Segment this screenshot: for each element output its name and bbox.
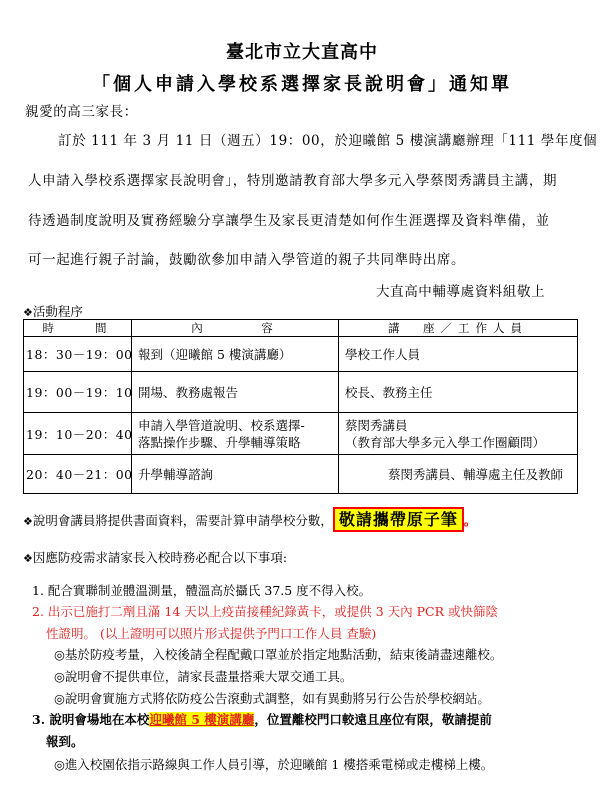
program-table (23, 319, 578, 494)
table-row (24, 413, 578, 455)
rule-item-3-post: ，位置離校門口較遠且座位有限，敬請提前 (254, 712, 492, 727)
row-content: 升學輔導諮詢 (132, 455, 339, 494)
letter-line-2: 人申請入學校系選擇家長說明會」，特別邀請教育部大學多元入學蔡閔秀講員主講，期 (28, 173, 558, 189)
bring-pen-highlight: 敬請攜帶原子筆 (333, 507, 464, 532)
row-content: 報到（迎曦館 5 樓演講廳） (132, 337, 339, 372)
letter-line-4: 可一起進行親子討論，鼓勵欲參加申請入學管道的親子共同準時出席。 (28, 252, 466, 268)
row-time: 20：40－21：00 (24, 455, 132, 494)
row-staff: 學校工作人員 (339, 337, 578, 372)
rule-sub-note: ◎說明會不提供車位，請家長盡量搭乘大眾交通工具。 (54, 669, 353, 684)
epidemic-heading (23, 548, 287, 566)
rule-item-3-line-2: 報到。 (46, 734, 84, 749)
greeting: 親愛的高三家長： (25, 104, 138, 120)
row-time: 19：00－19：10 (24, 372, 132, 413)
table-row (24, 455, 578, 494)
row-content: 開場、教務處報告 (132, 372, 339, 413)
row-time: 19：10－20：40 (24, 413, 132, 455)
program-heading (23, 302, 83, 320)
diamond-bullet-icon: ❖ (23, 552, 33, 565)
signature: 大直高中輔導處資料組敬上 (376, 284, 546, 300)
materials-note-end: 。 (463, 513, 477, 528)
rule-sub-note: ◎基於防疫考量，入校後請全程配戴口罩並於指定地點活動，結束後請盡速離校。 (54, 647, 503, 662)
row-time: 18：30－19：00 (24, 337, 132, 372)
row-content (132, 413, 339, 455)
rule-item-3-line-1 (32, 710, 492, 728)
rule-sub-note: ◎說明會實施方式將依防疫公告滾動式調整，如有異動將另行公告於學校網站。 (54, 691, 490, 706)
letter-line-3: 待透過制度說明及實務經驗分享讓學生及家長更清楚如何作生涯選擇及資料準備，並 (28, 213, 550, 229)
rule-item-1: 1. 配合實聯制並體溫測量，體溫高於攝氏 37.5 度不得入校。 (32, 583, 372, 598)
diamond-bullet-icon: ❖ (23, 306, 33, 319)
materials-note-text: 說明會講員將提供書面資料，需要計算申請學校分數， (32, 513, 333, 528)
row-staff-line: （教育部大學多元入學工作圈顧問） (345, 434, 546, 450)
epidemic-heading-text: 因應防疫需求請家長入校時務必配合以下事項: (32, 550, 288, 565)
program-heading-label: 活動程序 (32, 304, 83, 319)
materials-note (23, 507, 476, 530)
row-staff-line: 蔡閔秀講員 (345, 417, 408, 433)
row-content-line: 落點操作步驟、升學輔導策略 (138, 434, 301, 450)
table-row (24, 337, 578, 372)
row-content-line: 申請入學管道說明、校系選擇- (138, 417, 305, 433)
rule-sub-note: ◎進入校園依指示路線與工作人員引導，於迎曦館 1 樓搭乘電梯或走樓梯上樓。 (54, 757, 494, 772)
rule-item-2-line-1: 2. 出示已施打二劑且滿 14 天以上疫苗接種紀錄黃卡，或提供 3 天內 PCR 或快篩陰 (32, 604, 498, 619)
venue-highlight: 迎曦館 5 樓演講廳 (149, 712, 255, 727)
rule-item-2-line-2: 性證明。 (以上證明可以照片形式提供予門口工作人員 查驗) (46, 626, 377, 641)
rule-item-3-pre: 3. 說明會場地在本校 (32, 712, 150, 727)
row-staff (339, 413, 578, 455)
col-time-header: 時 間 (24, 320, 132, 337)
table-header-row (24, 320, 578, 337)
diamond-bullet-icon: ❖ (23, 515, 33, 528)
col-content-header: 內 容 (132, 320, 339, 337)
school-name: 臺北市立大直高中 (226, 42, 378, 63)
notice-title: 「個人申請入學校系選擇家長說明會」通知單 (92, 74, 512, 95)
col-staff-header: 講 座／工作人員 (339, 320, 578, 337)
row-staff: 校長、教務主任 (339, 372, 578, 413)
table-row (24, 372, 578, 413)
letter-line-1: 訂於 111 年 3 月 11 日（週五）19：00，於迎曦館 5 樓演講廳辦理「111 學年度個 (58, 133, 598, 149)
row-staff: 蔡閔秀講員、輔導處主任及教師 (339, 455, 578, 494)
